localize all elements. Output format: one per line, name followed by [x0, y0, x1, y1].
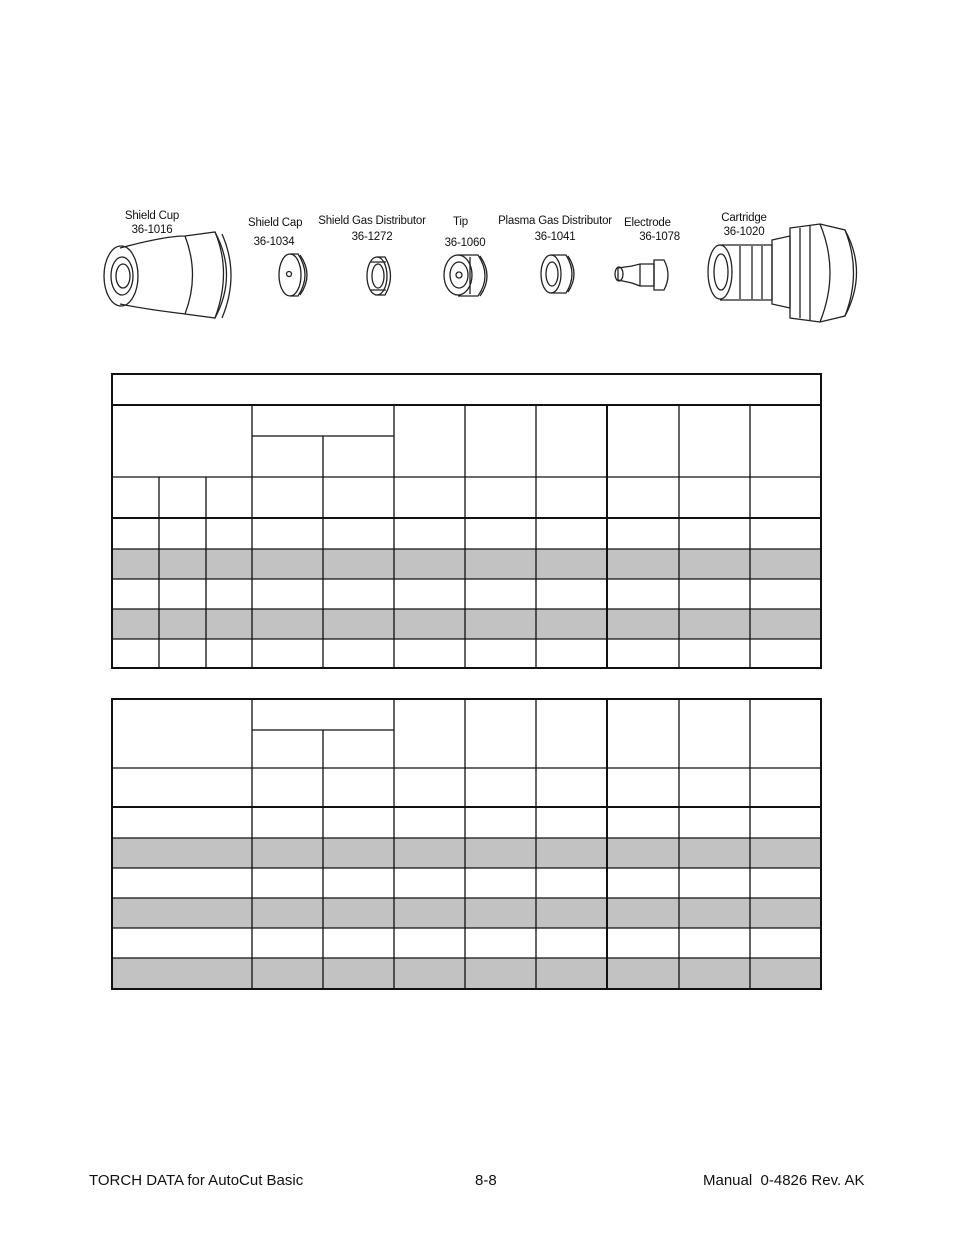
part-label-tip — [440, 215, 490, 250]
electrode-drawing — [615, 260, 668, 290]
shield-cap-drawing — [279, 254, 307, 296]
part-number: 36-1034 — [253, 236, 295, 248]
footer-page-number: 8-8 — [475, 1172, 497, 1189]
part-number: 36-1020 — [723, 226, 765, 238]
cut-chart-table-upper-grid — [113, 375, 820, 667]
part-name: Electrode — [624, 217, 671, 229]
shaded-row — [113, 958, 820, 988]
part-label-shield-cup — [120, 209, 184, 237]
shield-gas-distributor-drawing — [367, 257, 391, 295]
shaded-row — [113, 609, 820, 639]
part-number: 36-1060 — [444, 237, 486, 249]
shaded-row — [113, 898, 820, 928]
shaded-row — [113, 549, 820, 579]
part-name: Cartridge — [721, 212, 767, 224]
part-name: Shield Gas Distributor — [318, 215, 426, 227]
part-name: Shield Cap — [248, 217, 303, 229]
footer-left-title: TORCH DATA for AutoCut Basic — [89, 1172, 304, 1189]
part-label-shield-cap — [248, 216, 303, 249]
part-number: 36-1041 — [534, 231, 576, 243]
part-label-cartridge — [715, 211, 773, 239]
part-label-shield-gas-distributor — [316, 214, 428, 244]
shaded-row — [113, 838, 820, 868]
footer-manual-revision: Manual 0-4826 Rev. AK — [703, 1172, 865, 1189]
part-label-plasma-gas-distributor — [497, 214, 613, 244]
cut-chart-table-upper — [111, 373, 822, 669]
consumable-parts-illustration — [0, 0, 954, 360]
cut-chart-table-lower — [111, 698, 822, 990]
part-number: 36-1272 — [351, 231, 393, 243]
part-label-electrode — [624, 216, 680, 244]
part-number: 36-1078 — [639, 231, 680, 243]
tip-drawing — [444, 255, 487, 296]
part-name: Shield Cup — [124, 210, 180, 222]
cut-chart-table-lower-grid — [113, 700, 820, 988]
part-number: 36-1016 — [131, 224, 173, 236]
shield-cup-drawing — [104, 232, 231, 318]
plasma-gas-distributor-drawing — [541, 255, 574, 293]
part-name: Plasma Gas Distributor — [498, 215, 612, 227]
part-name: Tip — [453, 216, 468, 228]
